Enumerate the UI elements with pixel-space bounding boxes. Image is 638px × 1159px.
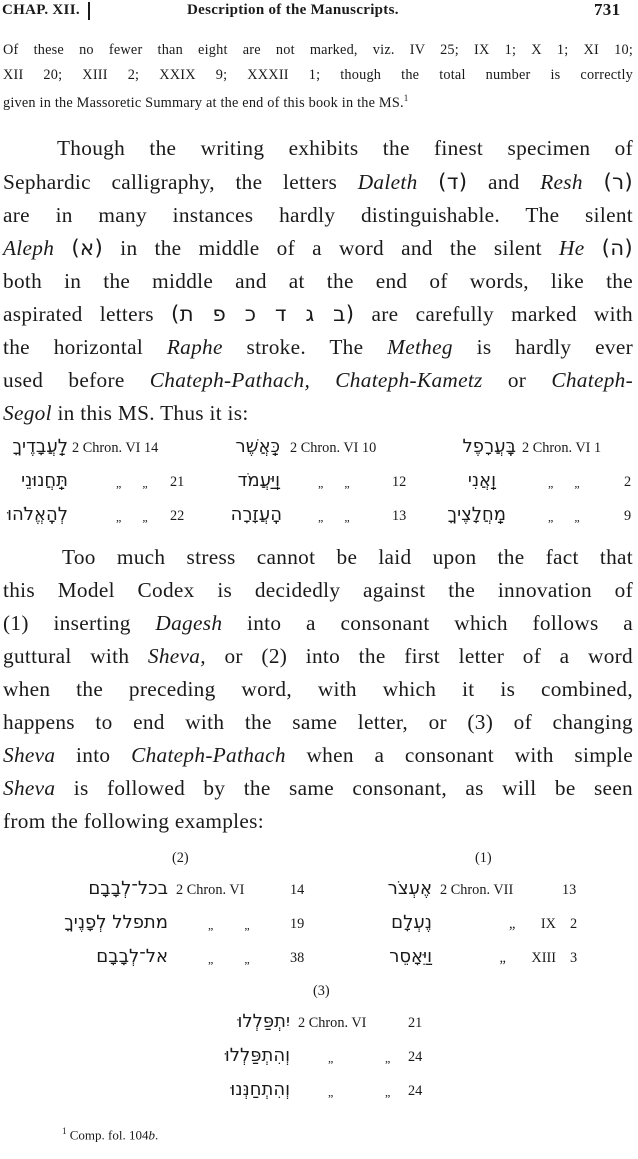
- example-num: 13: [562, 882, 577, 898]
- example-hebrew: נֶעְלָם: [391, 912, 432, 933]
- term-sheva: Sheva: [3, 743, 56, 767]
- ditto-marks: „ „: [116, 510, 148, 524]
- example-num: 24: [408, 1049, 423, 1065]
- example-hebrew: מתפלל לְפָנֶיךָ: [64, 912, 168, 933]
- ditto-marks: „ „: [318, 510, 350, 524]
- ditto-marks: „ „: [548, 510, 580, 524]
- group-label-2: (2): [172, 850, 189, 866]
- term-chateph-pathach: Chateph-Pathach: [131, 743, 286, 767]
- example-hebrew: לְהָֽאֱלֹהוּ: [7, 504, 68, 525]
- para1-line-5: both in the middle and at the end of words, like the: [3, 269, 633, 293]
- para2-line-6: happens to end with the same letter, or (3) of changing: [3, 710, 633, 734]
- term-chateph-2: Chateph-: [551, 368, 634, 392]
- ditto-marks: „ „: [318, 476, 350, 490]
- example-hebrew: לַֽעֲבָדֶיךָ: [12, 436, 68, 457]
- para2-line-5: when the preceding word, with which it is combined,: [3, 677, 633, 701]
- glyph-resh: (ר): [603, 170, 634, 195]
- ditto-mark: „: [385, 1051, 391, 1065]
- para1-line-3: are in many instances hardly distinguishable. The silent: [3, 203, 633, 227]
- para2-line-7: Sheva into Chateph-Pathach when a consonant with simple: [3, 743, 633, 767]
- page-number: 731: [594, 0, 621, 19]
- example-num: 13: [392, 508, 407, 524]
- group-label-1: (1): [475, 850, 492, 866]
- example-ref: „ XIII: [499, 950, 556, 966]
- example-num: 38: [290, 950, 305, 966]
- example-hebrew: מַֽחֲלָצֶיךָ: [447, 504, 506, 525]
- running-head-chapter: CHAP. XII.: [2, 2, 80, 18]
- example-num: 3: [570, 950, 578, 966]
- term-chateph: Chateph-Pathach, Chateph-Kametz: [149, 368, 483, 392]
- example-ref: 2 Chron. VI 14: [72, 440, 159, 456]
- footnote-mark: 1: [62, 1126, 67, 1136]
- ditto-marks: „ „: [208, 918, 250, 932]
- footnote: $^1$ Comp. fol. 104b.: [62, 1126, 159, 1143]
- example-hebrew: וַיֵּאָסֵר: [389, 946, 432, 967]
- term-he: He: [559, 236, 585, 260]
- ditto-mark: „: [328, 1051, 334, 1065]
- term-metheg: Metheg: [387, 335, 453, 359]
- example-hebrew: בָּֽעֲרָפֶל: [462, 436, 516, 457]
- para1-line-2: Sephardic calligraphy, the letters Daleth (ד) and Resh (ר): [3, 170, 634, 195]
- term-resh: Resh: [540, 170, 583, 194]
- para2-line-2: this Model Codex is decidedly against the innovation of: [3, 578, 633, 602]
- term-daleth: Daleth: [357, 170, 418, 194]
- glyph-aspirated: (ב ג ד כ פ ת): [171, 302, 355, 327]
- para2-line-9: from the following examples:: [3, 809, 264, 833]
- term-aleph: Aleph: [3, 236, 55, 260]
- glyph-aleph: (א): [71, 236, 104, 261]
- example-ref: 2 Chron. VI 1: [522, 440, 602, 456]
- example-num: 19: [290, 916, 305, 932]
- para1-line-8: used before Chateph-Pathach, Chateph-Kametz or Chateph-: [3, 368, 634, 392]
- example-ref: 2 Chron. VI: [298, 1015, 367, 1031]
- example-hebrew: בכל־לְבָבָם: [88, 878, 168, 899]
- term-dagesh: Dagesh: [155, 611, 223, 635]
- example-ref: 2 Chron. VI: [176, 882, 245, 898]
- example-hebrew: כַּֽאֲשֶׁר: [235, 436, 280, 457]
- example-num: 24: [408, 1083, 423, 1099]
- ditto-mark: „: [385, 1085, 391, 1099]
- example-num: 22: [170, 508, 185, 524]
- header-rule: [88, 2, 90, 20]
- para2-line-8: Sheva is followed by the same consonant, as will be seen: [3, 776, 633, 800]
- example-hebrew: אֶעְצֹר: [387, 878, 432, 899]
- intro-line-3: given in the Massoretic Summary at the end of this book in the MS.$^1$: [3, 93, 409, 111]
- intro-line-2: XII 20; XIII 2; XXIX 9; XXXII 1; though the total number is correctly: [3, 67, 633, 83]
- para1-line-6: aspirated letters (ב ג ד כ פ ת) are carefully marked with: [3, 302, 633, 327]
- example-num: 21: [170, 474, 185, 490]
- example-hebrew: אל־לְבָבָם: [96, 946, 168, 967]
- ditto-mark: „: [328, 1085, 334, 1099]
- group-label-3: (3): [313, 983, 330, 999]
- example-num: 2: [570, 916, 578, 932]
- example-ref: 2 Chron. VI 10: [290, 440, 377, 456]
- ditto-marks: „ „: [548, 476, 580, 490]
- example-num: 14: [290, 882, 305, 898]
- example-hebrew: וְהִתְפַּלְלוּ: [224, 1045, 290, 1066]
- glyph-he: (ה): [601, 236, 634, 261]
- example-hebrew: הָֽעֲזָרָה: [230, 504, 282, 525]
- para1-line-4: Aleph (א) in the middle of a word and the silent He (ה): [3, 236, 634, 261]
- ditto-marks: „ „: [208, 952, 250, 966]
- example-ref: „ IX: [508, 916, 556, 932]
- para1-line-9: Segol in this MS. Thus it is:: [3, 401, 249, 425]
- example-num: 21: [408, 1015, 423, 1031]
- term-segol: Segol: [3, 401, 52, 425]
- example-hebrew: יִתְפַּלְלוּ: [237, 1011, 290, 1032]
- example-ref: 2 Chron. VII: [440, 882, 514, 898]
- example-hebrew: וְהִתְחַנְּנוּ: [230, 1079, 290, 1100]
- example-hebrew: וַֽיַּעֲמֹד: [237, 470, 280, 491]
- ditto-marks: „ „: [116, 476, 148, 490]
- footnote-ref: 1: [403, 93, 409, 103]
- term-sheva: Sheva,: [147, 644, 206, 668]
- para1-line-1: Though the writing exhibits the finest specimen of: [57, 136, 633, 160]
- para2-line-3: (1) inserting Dagesh into a consonant which follows a: [3, 611, 634, 635]
- example-num: 9: [624, 508, 632, 524]
- para2-line-1: Too much stress cannot be laid upon the fact that: [62, 545, 633, 569]
- glyph-daleth: (ד): [438, 170, 468, 195]
- term-sheva: Sheva: [3, 776, 56, 800]
- para1-line-7: the horizontal Raphe stroke. The Metheg is hardly ever: [3, 335, 634, 359]
- example-hebrew: תַּֽחֲנוּנֵי: [21, 470, 68, 491]
- intro-line-1: Of these no fewer than eight are not marked, viz. IV 25; IX 1; X 1; XI 10;: [3, 42, 633, 58]
- running-head-title: Description of the Manuscripts.: [187, 2, 399, 18]
- para2-line-4: guttural with Sheva, or (2) into the first letter of a word: [3, 644, 634, 668]
- example-num: 12: [392, 474, 407, 490]
- term-raphe: Raphe: [166, 335, 223, 359]
- example-num: 2: [624, 474, 632, 490]
- example-hebrew: וַֽאֲנִי: [467, 470, 496, 491]
